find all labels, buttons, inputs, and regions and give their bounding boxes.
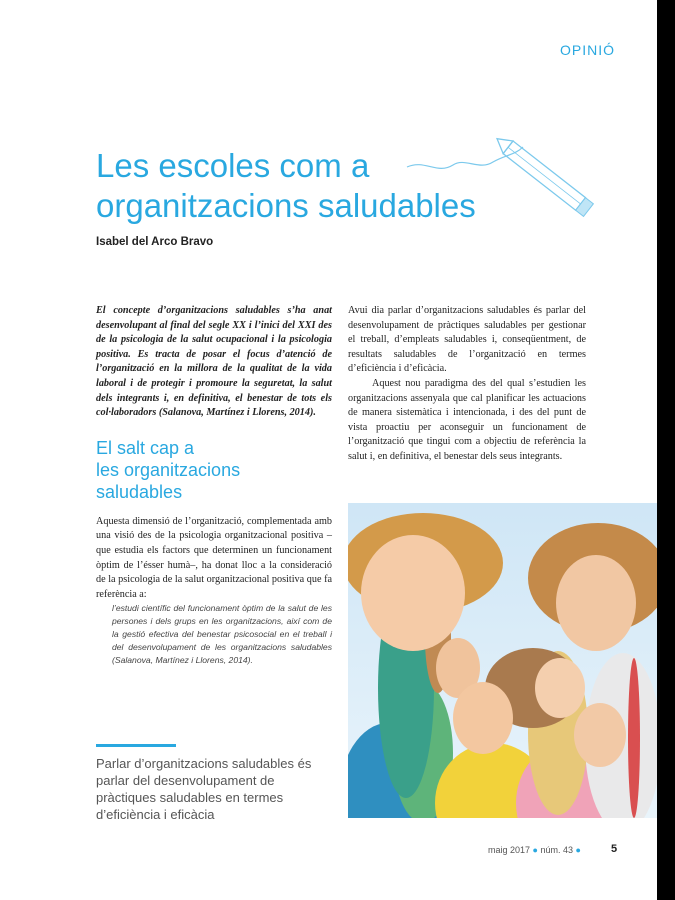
subhead-line-1: El salt cap a bbox=[96, 437, 195, 458]
separator-dot: ● bbox=[532, 845, 538, 855]
lead-paragraph: El concepte d’organitzacions saludables s’ha anat desenvolupant al final del segle XX i l’inici del XXI des de la psicologia de la salut ocupacional i la psicologia positiva. Es tracta de posar el focus d’atenció de l’organització en la millora de la qualitat de la vida laboral i de protegir i promoure la seguretat, la salut dels integrants i, en definitiva, el benestar de tots els col·laboradors (Salanova, Martínez i Llorens, 2014). bbox=[96, 305, 332, 419]
body-paragraph-2: Avui dia parlar d’organitzacions saludables és parlar del desenvolupament de pràctiques saludables per gestionar el treball, d’empleats saludables i, conseqüentment, de resultats saludables de l’organització en termes d’eficiència i d’eficàcia. bbox=[348, 305, 586, 375]
body-paragraph: Aquesta dimensió de l’organització, complementada amb una visió des de la psicologia organitzacional positiva –que estudia els factors que determinen un funcionament òptim de l’ésser humà–, ha donat lloc a la consideració de la psicologia de la salut organitzacional positiva que fa referència a: bbox=[96, 515, 332, 600]
block-quote: l’estudi científic del funcionament òptim de la salut de les persones i dels grups en les organitzacions, així com de la gestió efectiva del benestar psicosocial en el treball i del desenvolupament de les organitzacions saludables (Salanova, Martínez i Llorens, 2014). bbox=[112, 603, 332, 666]
title-line-1: Les escoles com a bbox=[96, 147, 370, 184]
pull-quote-rule bbox=[96, 744, 176, 747]
body-paragraph-3: Aquest nou paradigma des del qual s’estudien les organitzacions assenyala que cal planificar les actuacions de manera sistemàtica i intencionada, i des del punt de vista proactiu per aconseguir un funcionament de l’organització que tingui com a objectiu de referència la salut i, en definitiva, el benestar dels seus integrants. bbox=[348, 377, 586, 462]
column-left bbox=[96, 304, 332, 667]
footer-info bbox=[488, 845, 581, 855]
column-right bbox=[348, 304, 586, 465]
issue-date: maig 2017 bbox=[488, 845, 531, 855]
children-photo bbox=[348, 503, 657, 818]
page-number: 5 bbox=[611, 843, 618, 855]
subhead-line-2: les organitzacions bbox=[96, 459, 241, 480]
author-name: Isabel del Arco Bravo bbox=[96, 236, 214, 248]
subheading bbox=[96, 437, 332, 503]
pencil-icon bbox=[405, 135, 605, 230]
pull-quote-text: Parlar d’organitzacions saludables és parlar del desenvolupament de pràctiques saludables en termes d’eficiència i eficàcia bbox=[96, 756, 312, 822]
subhead-line-3: saludables bbox=[96, 481, 183, 502]
screen-border bbox=[657, 0, 675, 900]
pull-quote bbox=[96, 744, 332, 823]
title-line-2: organitzacions saludables bbox=[96, 187, 476, 224]
section-tag: OPINIÓ bbox=[560, 42, 616, 58]
separator-dot: ● bbox=[575, 845, 581, 855]
issue-number: núm. 43 bbox=[540, 845, 574, 855]
